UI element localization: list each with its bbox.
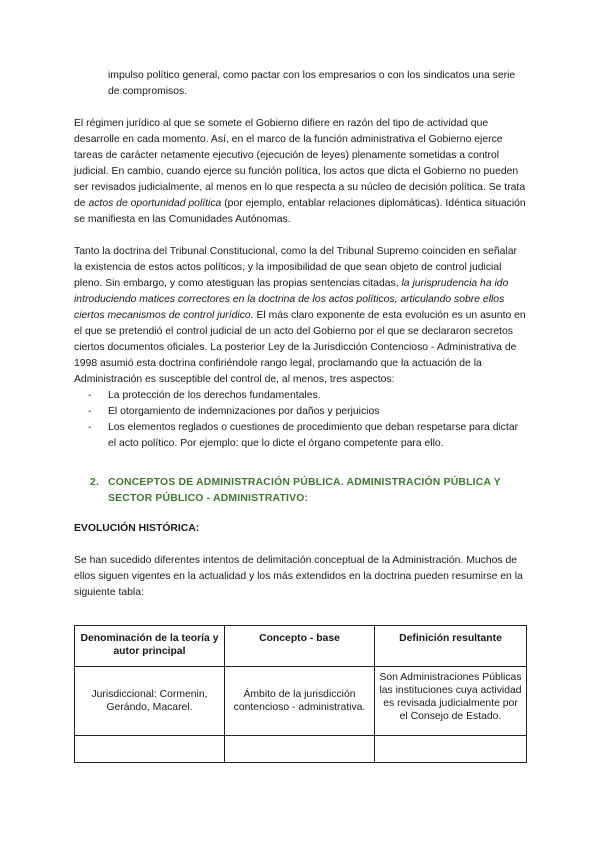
section-number: 2.	[90, 477, 100, 488]
table-row	[75, 667, 527, 736]
paragraph-text: Tanto la doctrina del Tribunal Constitucional, como la del Tribunal Supremo coinciden en señalar la existencia de estos actos políticos, y la imposibilidad de que sean objeto de control judicial pleno. Sin embargo, y como atestiguan las propias sentencias citadas,	[74, 246, 518, 289]
list-item-text: La protección de los derechos fundamentales.	[108, 390, 321, 401]
list-item-text: El otorgamiento de indemnizaciones por daños y perjuicios	[108, 406, 380, 417]
paragraph-regimen-juridico	[74, 116, 526, 228]
section-heading	[74, 475, 526, 507]
theories-table	[74, 625, 527, 763]
intro-indented-text: impulso político general, como pactar con los empresarios o con los sindicatos una serie de compromisos.	[108, 70, 516, 97]
table-cell: Ámbito de la jurisdicción contencioso - administrativa.	[225, 667, 375, 736]
table-cell	[225, 736, 375, 763]
paragraph-text: (por ejemplo, entablar relaciones diplomáticas). Idéntica situación se manifiesta en las Comunidades Autónomas.	[74, 198, 526, 225]
paragraph-doctrina	[74, 244, 526, 388]
control-aspects-list	[74, 388, 526, 452]
section-heading-text: CONCEPTOS DE ADMINISTRACIÓN PÚBLICA. ADMINISTRACIÓN PÚBLICA Y SECTOR PÚBLICO - ADMINISTRATIVO:	[108, 477, 501, 504]
dash-bullet: -	[88, 406, 92, 417]
italic-emphasis: la jurisprudencia ha ido introduciendo matices correctores en la doctrina de los actos políticos, articulando sobre ellos ciertos mecanismos de control jurídico.	[74, 278, 509, 321]
list-item-text: Los elementos reglados o cuestiones de procedimiento que deban respetarse para dictar el acto político. Por ejemplo: que lo dicte el órgano competente para ello.	[108, 422, 519, 449]
dash-bullet: -	[88, 390, 92, 401]
table-row	[75, 736, 527, 763]
table-cell	[375, 736, 527, 763]
subheading: EVOLUCIÓN HISTÓRICA:	[74, 523, 200, 534]
table-header-cell: Denominación de la teoría y autor principal	[75, 626, 225, 667]
list-item	[74, 420, 526, 452]
table-cell: Son Administraciones Públicas las instituciones cuya actividad es revisada judicialmente por el Consejo de Estado.	[375, 667, 527, 736]
table-header-cell: Concepto - base	[225, 626, 375, 667]
list-item	[74, 388, 526, 404]
paragraph-text: El más claro exponente de esta evolución es un asunto en el que se pretendió el control judicial de un acto del Gobierno por el que se declararon secretos ciertos documentos oficiales. La posterior Ley de la Jurisdicción Contencioso - Administrativa de 1998 asumió esta doctrina confiriéndole rango legal, proclamando que la actuación de la Administración es susceptible del control de, al menos, tres aspectos:	[74, 310, 526, 385]
table-cell	[75, 736, 225, 763]
table-cell: Jurisdiccional: Cormenin, Gerándo, Macarel.	[75, 667, 225, 736]
italic-emphasis: actos de oportunidad política	[88, 198, 222, 209]
paragraph-intro-table: Se han sucedido diferentes intentos de delimitación conceptual de la Administración. Muchos de ellos siguen vigentes en la actualidad y los más extendidos en la doctrina pueden resumirse en la siguiente tabla:	[74, 555, 523, 598]
paragraph-text: El régimen jurídico al que se somete el Gobierno difiere en razón del tipo de actividad que desarrolle en cada momento. Así, en el marco de la función administrativa el Gobierno ejerce tareas de carácter netamente ejecutivo (ejecución de leyes) plenamente sometidas a control judicial. En cambio, cuando ejerce su función política, los actos que dicta el Gobierno no pueden ser revisados judicialmente, al menos en lo que respecta a su núcleo de decisión política. Se trata de	[74, 118, 526, 209]
table-header-row	[75, 626, 527, 667]
dash-bullet: -	[88, 422, 92, 433]
list-item	[74, 404, 526, 420]
table-header-cell: Definición resultante	[375, 626, 527, 667]
document-page	[74, 68, 526, 763]
